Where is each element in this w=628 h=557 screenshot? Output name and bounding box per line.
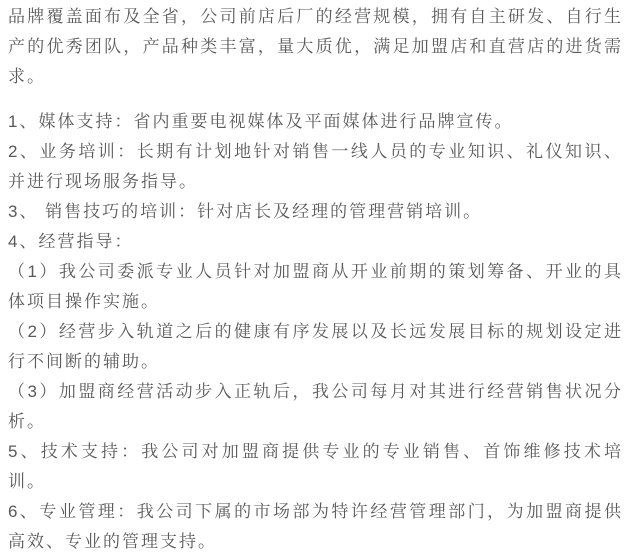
list-item-professional-management: 6、专业管理：我公司下属的市场部为特许经营管理部门，为加盟商提供高效、专业的管理支持。 [8, 502, 623, 551]
list-item-technical-support: 5、技术支持：我公司对加盟商提供专业的专业销售、首饰维修技术培训。 [8, 442, 623, 491]
list-item-media-support: 1、媒体支持：省内重要电视媒体及平面媒体进行品牌宣传。 [8, 112, 514, 131]
list-item-sales-skill-training: 3、 销售技巧的培训：针对店长及经理的管理营销培训。 [8, 202, 483, 221]
list-item-operation-guidance: 4、经营指导： [8, 232, 134, 251]
intro-paragraph: 品牌覆盖面布及全省，公司前店后厂的经营规模，拥有自主研发、自行生产的优秀团队，产品种类丰富，量大质优，满足加盟店和直营店的进货需求。 [8, 7, 623, 86]
sub-item-opening-preparation: （1）我公司委派专业人员针对加盟商从开业前期的策划筹备、开业的具体项目操作实施。 [8, 262, 623, 311]
list-item-business-training: 2、业务培训：长期有计划地针对销售一线人员的专业知识、礼仪知识、并进行现场服务指导。 [8, 142, 623, 191]
sub-item-long-term-planning: （2）经营步入轨道之后的健康有序发展以及长远发展目标的规划设定进行不间断的辅助。 [8, 322, 623, 371]
sub-item-monthly-analysis: （3）加盟商经营活动步入正轨后，我公司每月对其进行经营销售状况分析。 [8, 382, 623, 431]
